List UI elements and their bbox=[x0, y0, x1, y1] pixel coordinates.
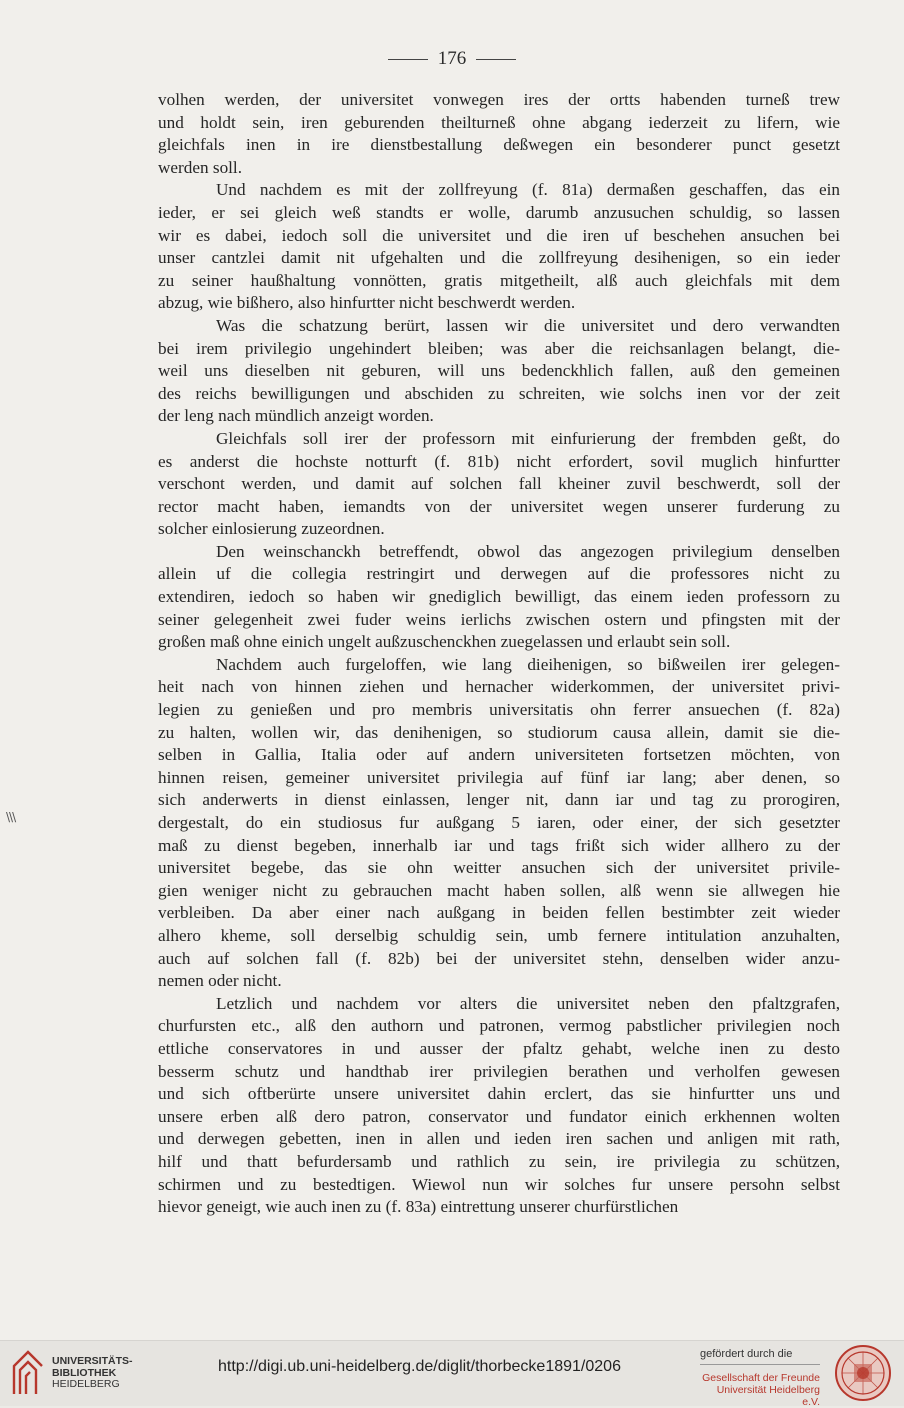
text-line: weil uns dieselben nit geburen, will uns bedenckhlich fallen, auß den gemeinen bbox=[158, 361, 840, 381]
text-line: und holdt sein, iren geburenden theilturneß ohne abgang iederzeit zu lifern, wie bbox=[158, 112, 840, 132]
text-line: bei irem privilegio ungehindert bleiben; was aber die reichsanlagen belangt, die- bbox=[158, 338, 840, 358]
sponsor-org-line-2: Universität Heidelberg e.V. bbox=[716, 1384, 820, 1408]
page-number-dash-left bbox=[388, 59, 428, 60]
paragraph bbox=[158, 541, 840, 654]
text-line: volhen werden, der universitet vonwegen ires der ortts habenden turneß trew bbox=[158, 90, 840, 109]
margin-mark: \\\ bbox=[6, 810, 16, 824]
text-line: dergestalt, do ein studiosus fur außgang 5 iaren, oder einer, der sich gesetzter bbox=[158, 813, 840, 832]
text-line: hilf und thatt befurdersamb und rathlich zu sein, ire privilegia zu schützen, bbox=[158, 1151, 840, 1171]
page-number-text: 176 bbox=[437, 48, 467, 69]
text-line: besserm schutz und handthab irer privilegien berathen und verholfen gewesen bbox=[158, 1061, 840, 1081]
text-line: hievor geneigt, wie auch inen zu (f. 83a) eintrettung unserer churfürstlichen bbox=[158, 1197, 679, 1217]
text-line: großen maß ohne einich ungelt außzuschenckhen zuegelassen und erlaubt sein soll. bbox=[158, 632, 731, 652]
text-line: und derwegen gebetten, inen in allen und ieden iren sachen und anligen mit rath, bbox=[158, 1129, 840, 1149]
text-line: wir es dabei, iedoch soll die universitet und die iren uf beschehen ansuchen bei bbox=[158, 225, 840, 245]
text-line: des reichs bewilligungen und abschiden zu schreiten, wie solchs inen vor der zeit bbox=[158, 383, 840, 403]
text-line: solcher einlosierung zuzeordnen. bbox=[158, 519, 385, 539]
text-line: selben in Gallia, Italia oder auf andern universiteten fortsetzen möchten, von bbox=[158, 745, 840, 765]
text-line: unser cantzlei damit nit ufgehalten und die zollfreyung desihenigen, so ein ieder bbox=[158, 248, 840, 268]
text-line: und sich oftberürte unsere universitet dahin erclert, das sie hinfurtter uns und bbox=[158, 1084, 840, 1104]
text-line: zu seiner haußhaltung vonnötten, gratis mitgetheilt, alß auch gleichfals mit dem bbox=[158, 270, 840, 290]
library-line-3: HEIDELBERG bbox=[52, 1378, 120, 1390]
text-line: werden soll. bbox=[158, 157, 243, 177]
text-line: es anderst die hochste notturft (f. 81b) nicht erfordert, sovil muglich hinfurtter bbox=[158, 451, 840, 471]
text-line: abzug, wie bißhero, also hinfurtter nicht beschwerdt werden. bbox=[158, 293, 576, 313]
paragraph bbox=[158, 428, 840, 541]
text-line: verschont werden, und damit auf solchen fall kheiner zuvil beschwerdt, soll der bbox=[158, 474, 840, 494]
text-line: allein uf die collegia restringirt und derwegen auf die professores nicht zu bbox=[158, 564, 840, 584]
sponsor-block bbox=[700, 1348, 820, 1408]
text-line: ettliche conservatores in und ausser der pfaltz gehabt, welche inen zu desto bbox=[158, 1038, 840, 1058]
paragraph bbox=[158, 89, 840, 179]
sponsor-label: gefördert durch die bbox=[700, 1348, 793, 1360]
page-number bbox=[0, 48, 904, 70]
text-line: churfursten etc., alß den authorn und patronen, vermog pabstlicher privilegien noch bbox=[158, 1016, 840, 1036]
text-line: Und nachdem es mit der zollfreyung (f. 81a) dermaßen geschaffen, das ein bbox=[216, 180, 840, 200]
text-line: seiner gelegenheit zwei fuder weins ierlichs zwischen ostern und pfingsten mit der bbox=[158, 609, 840, 629]
text-line: maß zu dienst begeben, innerhalb iar und tags frißt sich wider allhero zu der bbox=[158, 835, 840, 855]
sponsor-divider bbox=[700, 1364, 820, 1365]
text-line: auch auf solchen fall (f. 82b) bei der universitet stehn, denselben wider anzu- bbox=[158, 948, 840, 968]
text-line: gleichfals inen in ire dienstbestallung deßwegen ein besonderer punct gesetzt bbox=[158, 135, 840, 155]
text-line: verbleiben. Da aber einer nach außgang in beiden fellen bestimbter zeit wieder bbox=[158, 903, 840, 923]
text-line: sich anderwerts in dienst einlassen, lenger nit, dann iar und tag zu prorogiren, bbox=[158, 790, 840, 810]
university-library-name bbox=[52, 1356, 133, 1391]
text-line: ieder, er sei gleich weß standts er wolle, darumb anzusuchen schuldig, so lassen bbox=[158, 202, 840, 222]
text-line: Gleichfals soll irer der professorn mit einfurierung der frembden geßt, do bbox=[216, 428, 840, 448]
text-line: Den weinschanckh betreffendt, obwol das angezogen privilegium denselben bbox=[216, 541, 840, 561]
text-line: legien zu genießen und pro membris universitatis ohn ferrer ansuechen (f. 82a) bbox=[158, 700, 840, 720]
text-line: heit nach von hinnen ziehen und hernacher widerkommen, der universitet privi- bbox=[158, 677, 840, 697]
paragraph bbox=[158, 315, 840, 428]
text-line: schirmen und zu bestedtigen. Wiewol nun wir solches fur unsere persohn selbst bbox=[158, 1174, 840, 1194]
text-line: extendiren, iedoch so haben wir gnediglich bewilligt, das einem ieden professorn zu bbox=[158, 587, 840, 607]
paragraph bbox=[158, 179, 840, 315]
text-line: gien weniger nicht zu gebrauchen macht haben sollen, alß wenn sie allwegen hie bbox=[158, 880, 840, 900]
text-line: Nachdem auch furgeloffen, wie lang dieihenigen, so bißweilen irer gelegen- bbox=[216, 654, 840, 674]
text-line: hinnen reisen, gemeiner universitet privilegia auf fünf iar lang; aber denen, so bbox=[158, 767, 840, 787]
text-line: rector macht haben, iemandts von der universitet wegen unserer furderung zu bbox=[158, 496, 840, 516]
body-text bbox=[158, 89, 840, 1219]
library-line-2: BIBLIOTHEK bbox=[52, 1366, 117, 1379]
digital-url-link[interactable]: http://digi.ub.uni-heidelberg.de/diglit/thorbecke1891/0206 bbox=[218, 1358, 621, 1375]
text-line: der leng nach mündlich anzeigt worden. bbox=[158, 406, 434, 426]
text-line: nemen oder nicht. bbox=[158, 971, 282, 991]
paragraph bbox=[158, 993, 840, 1219]
university-seal-icon bbox=[834, 1344, 892, 1402]
text-line: universitet begebe, das sie ohn weitter ansuchen sich der universitet privile- bbox=[158, 858, 840, 878]
text-line: unsere erben alß dero patron, conservator und fundator einich erkhennen wolten bbox=[158, 1106, 840, 1126]
page-number-dash-right bbox=[476, 59, 516, 60]
text-line: Letzlich und nachdem vor alters die universitet neben den pfaltzgrafen, bbox=[216, 993, 840, 1013]
library-line-1: UNIVERSITÄTS- bbox=[52, 1355, 133, 1367]
text-line: alhero kheme, soll derselbig schuldig sein, umb fernere intitulation anzuhalten, bbox=[158, 925, 840, 945]
paragraph bbox=[158, 654, 840, 993]
sponsor-org-line-1: Gesellschaft der Freunde bbox=[702, 1372, 820, 1384]
text-line: Was die schatzung berürt, lassen wir die universitet und dero verwandten bbox=[216, 315, 840, 335]
university-library-logo-icon bbox=[10, 1348, 46, 1398]
text-line: zu halten, wollen wir, das denihenigen, so studiorum causa allein, damit sie die- bbox=[158, 722, 840, 742]
